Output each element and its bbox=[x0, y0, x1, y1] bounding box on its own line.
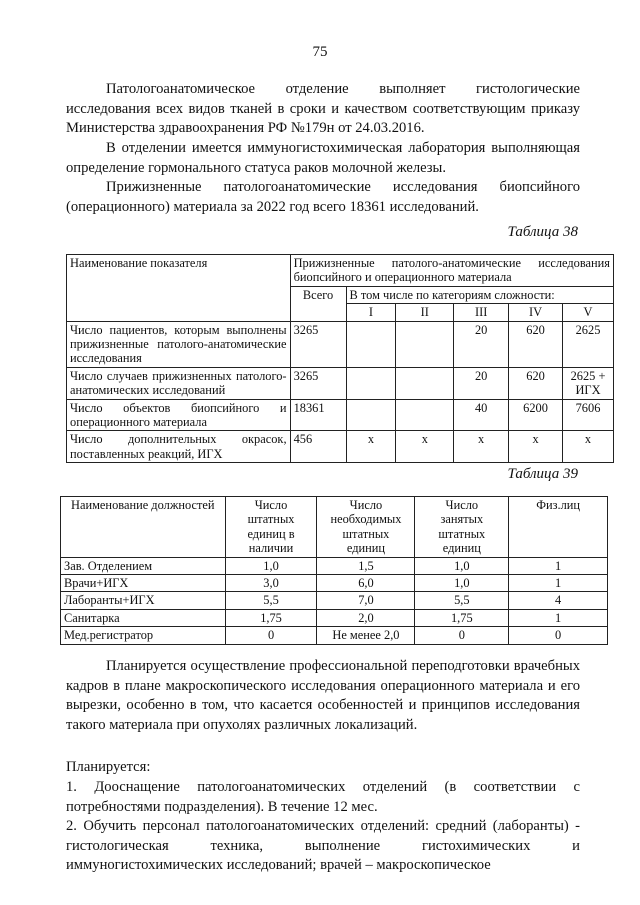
table-39-header: Число штатных единиц в наличии bbox=[225, 497, 317, 558]
table-38-cell bbox=[346, 367, 396, 399]
table-39-cell: 1 bbox=[509, 575, 608, 592]
table-39-cell: 1 bbox=[509, 609, 608, 626]
table-38-total: 3265 bbox=[290, 367, 346, 399]
table-row bbox=[67, 321, 614, 367]
table-39-cell: 1,5 bbox=[317, 557, 415, 574]
table-row bbox=[67, 367, 614, 399]
table-38-cell: 40 bbox=[454, 399, 509, 431]
table-39-cell: 0 bbox=[415, 627, 509, 644]
table-39-cell: Зав. Отделением bbox=[61, 557, 226, 574]
intro-paragraph-1 bbox=[66, 80, 580, 139]
table-39-header: Число занятых штатных единиц bbox=[415, 497, 509, 558]
table-39-caption: Таблица 39 bbox=[507, 466, 578, 482]
table-39-cell: 6,0 bbox=[317, 575, 415, 592]
table-38-cell bbox=[346, 399, 396, 431]
table-38-cell bbox=[396, 367, 454, 399]
table-38-row-name: Число случаев прижизненных патолого-анатомических исследований bbox=[67, 367, 291, 399]
plan-item-1-text: 1. Дооснащение патологоанатомических отделений (в соответствии с потребностями подразделения). В течение 12 мес. bbox=[66, 779, 580, 815]
table-38-caption: Таблица 38 bbox=[507, 224, 578, 240]
table-38-category: V bbox=[563, 304, 614, 321]
table-38-cell: 2625 + ИГХ bbox=[563, 367, 614, 399]
table-38-header-main: Прижизненные патолого-анатомические исследования биопсийного и операционного материала bbox=[290, 255, 613, 287]
table-38-category: IV bbox=[509, 304, 563, 321]
table-38-cell: 20 bbox=[454, 367, 509, 399]
table-row bbox=[67, 431, 614, 463]
table-39-cell: Лаборанты+ИГХ bbox=[61, 592, 226, 609]
table-38-total: 3265 bbox=[290, 321, 346, 367]
table-39-cell: 5,5 bbox=[415, 592, 509, 609]
table-39-header: Число необходимых штатных единиц bbox=[317, 497, 415, 558]
table-38-total: 18361 bbox=[290, 399, 346, 431]
table-39-header: Наименование должностей bbox=[61, 497, 226, 558]
plan-heading-text: Планируется: bbox=[66, 759, 151, 775]
plan-item-2-text: 2. Обучить персонал патологоанатомических отделений: средний (лаборанты) - гистологическая техника, выполнение гистохимических и иммуногистохимических исследований; врачей – макроскопическое bbox=[66, 818, 580, 874]
table-38-cell: 7606 bbox=[563, 399, 614, 431]
table-39-cell: Врачи+ИГХ bbox=[61, 575, 226, 592]
table-row bbox=[61, 575, 608, 592]
plan-item-1 bbox=[66, 778, 580, 817]
intro-paragraph-1-text: Патологоанатомическое отделение выполняет гистологические исследования всех видов тканей в сроки и качеством соответствующим приказу Министерства здравоохранения РФ №179н от 24.03.2016. bbox=[66, 81, 580, 137]
table-39-cell: 5,5 bbox=[225, 592, 317, 609]
table-row bbox=[61, 609, 608, 626]
table-row bbox=[61, 627, 608, 644]
table-38-category: I bbox=[346, 304, 396, 321]
table-39-cell: Не менее 2,0 bbox=[317, 627, 415, 644]
table-38-cell: 620 bbox=[509, 367, 563, 399]
table-38-cell: x bbox=[509, 431, 563, 463]
table-38-cell bbox=[396, 399, 454, 431]
table-38-header-indicator: Наименование показателя bbox=[67, 255, 291, 322]
table-38-category: III bbox=[454, 304, 509, 321]
table-38-cell bbox=[346, 321, 396, 367]
table-39-cell: 1,0 bbox=[415, 575, 509, 592]
table-39-cell: 1,75 bbox=[225, 609, 317, 626]
table-39-cell: Санитарка bbox=[61, 609, 226, 626]
table-39-cell: 4 bbox=[509, 592, 608, 609]
table-38-cell: 620 bbox=[509, 321, 563, 367]
plan-item-2 bbox=[66, 817, 580, 876]
table-38-cell: x bbox=[454, 431, 509, 463]
table-38-row-name: Число объектов биопсийного и операционного материала bbox=[67, 399, 291, 431]
table-39-cell: Мед.регистратор bbox=[61, 627, 226, 644]
table-39-cell: 0 bbox=[509, 627, 608, 644]
table-39-header: Физ.лиц bbox=[509, 497, 608, 558]
table-38-row-name: Число пациентов, которым выполнены прижизненные патолого-анатомические исследования bbox=[67, 321, 291, 367]
plan-paragraph-text: Планируется осуществление профессиональной переподготовки врачебных кадров в плане макроскопического исследования операционного материала и его вырезки, особенно в том, что касается особенностей и принципов исследования такого материала при опухолях различных локализаций. bbox=[66, 658, 580, 733]
intro-paragraph-2 bbox=[66, 139, 580, 178]
table-38-cell bbox=[396, 321, 454, 367]
table-38-category: II bbox=[396, 304, 454, 321]
table-38-total: 456 bbox=[290, 431, 346, 463]
plan-heading bbox=[66, 758, 580, 778]
table-row bbox=[67, 399, 614, 431]
table-39-cell: 1,0 bbox=[415, 557, 509, 574]
table-38-header-categories: В том числе по категориям сложности: bbox=[346, 286, 614, 303]
intro-paragraph-3-text: Прижизненные патологоанатомические исследования биопсийного (операционного) материала за 2022 год всего 18361 исследований. bbox=[66, 179, 580, 215]
table-39 bbox=[60, 496, 608, 645]
table-38-cell: 2625 bbox=[563, 321, 614, 367]
table-38-cell: x bbox=[563, 431, 614, 463]
table-39-cell: 1,0 bbox=[225, 557, 317, 574]
table-39-cell: 1,75 bbox=[415, 609, 509, 626]
table-39-cell: 3,0 bbox=[225, 575, 317, 592]
table-row bbox=[61, 592, 608, 609]
table-38-cell: x bbox=[346, 431, 396, 463]
plan-paragraph bbox=[66, 657, 580, 735]
page-number: 75 bbox=[312, 44, 328, 60]
intro-paragraph-2-text: В отделении имеется иммуногистохимическая лаборатория выполняющая определение гормонального статуса раков молочной железы. bbox=[66, 140, 580, 176]
table-38 bbox=[66, 254, 614, 463]
table-38-cell: 6200 bbox=[509, 399, 563, 431]
table-39-cell: 0 bbox=[225, 627, 317, 644]
table-38-cell: x bbox=[396, 431, 454, 463]
table-38-header-total: Всего bbox=[290, 286, 346, 321]
table-39-cell: 2,0 bbox=[317, 609, 415, 626]
table-39-cell: 7,0 bbox=[317, 592, 415, 609]
table-38-row-name: Число дополнительных окрасок, поставленных реакций, ИГХ bbox=[67, 431, 291, 463]
table-39-cell: 1 bbox=[509, 557, 608, 574]
table-38-cell: 20 bbox=[454, 321, 509, 367]
intro-paragraph-3 bbox=[66, 178, 580, 217]
table-row bbox=[61, 557, 608, 574]
